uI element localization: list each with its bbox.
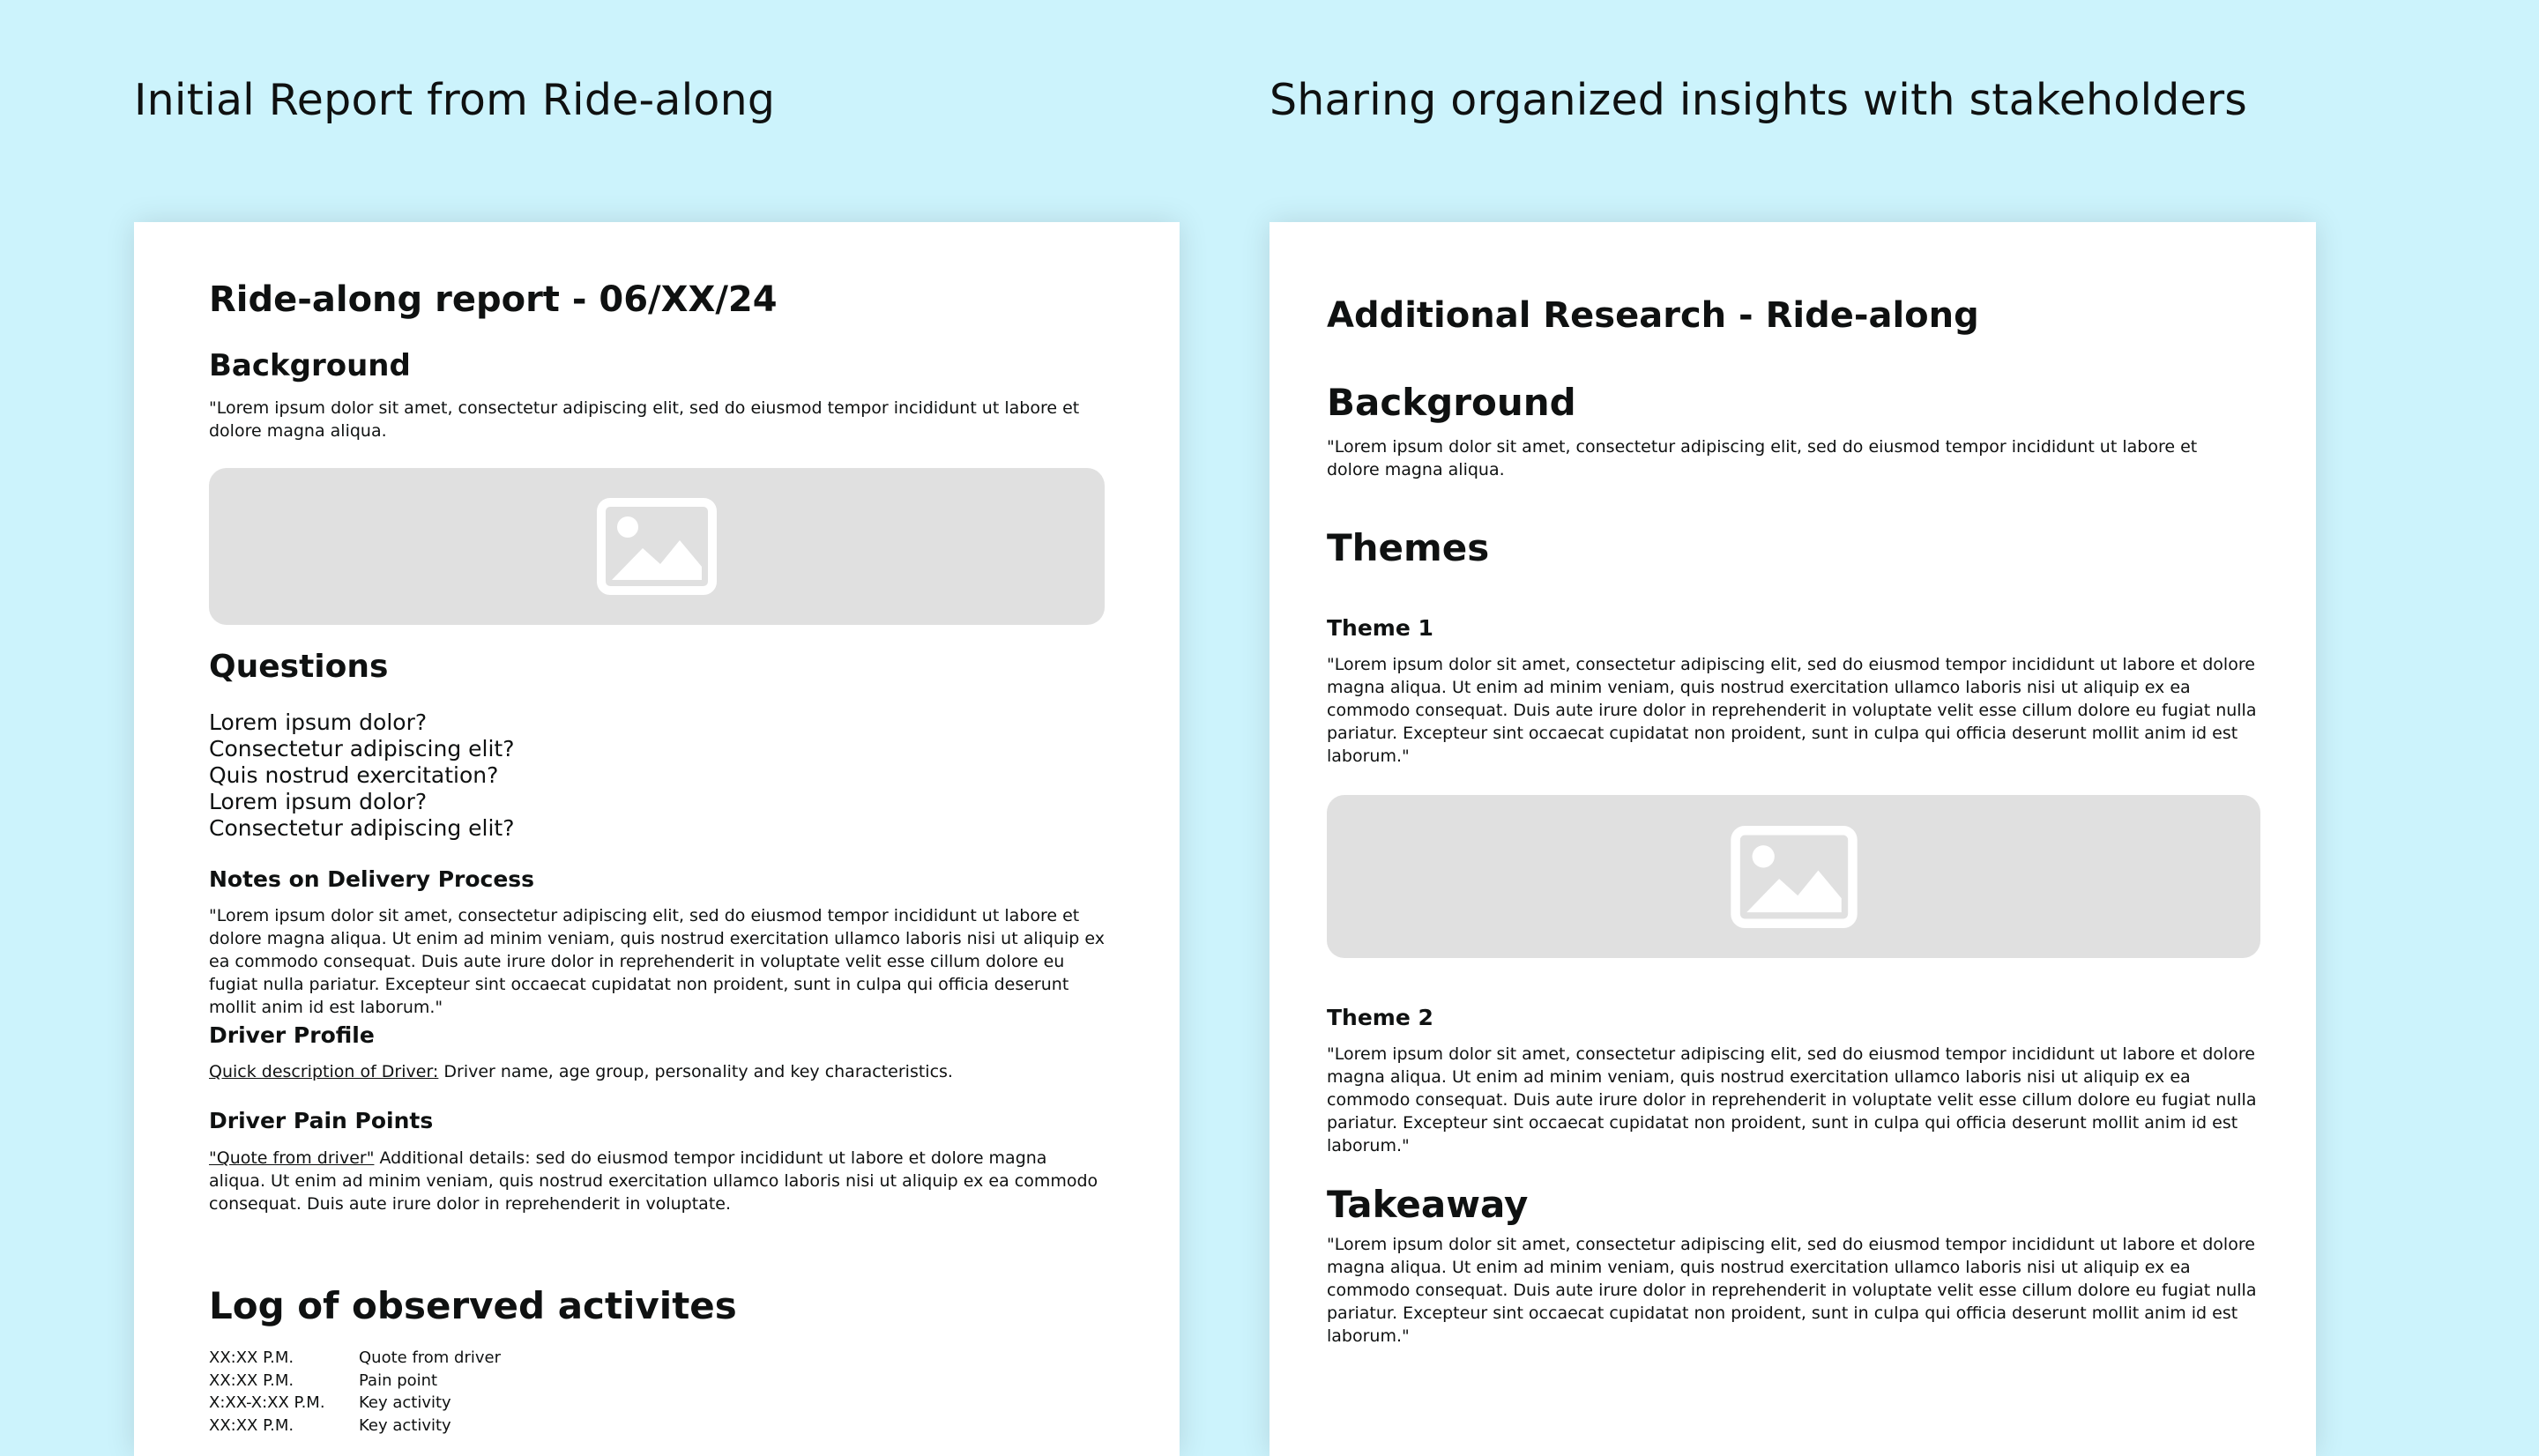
question-item: Consectetur adipiscing elit? <box>209 815 515 841</box>
themes-heading: Themes <box>1327 526 1490 569</box>
questions-heading: Questions <box>209 649 389 685</box>
takeaway-heading: Takeaway <box>1327 1183 1529 1226</box>
background-heading: Background <box>1327 381 1576 424</box>
question-item: Consectetur adipiscing elit? <box>209 736 515 761</box>
notes-text: "Lorem ipsum dolor sit amet, consectetur adipiscing elit, sed do eiusmod tempor incididunt ut labore et dolore magna aliqua. Ut enim ad minim veniam, quis nostrud exercitation ullamco laboris nisi ut aliquip ex ea commodo consequat. Duis aute irure dolor in reprehenderit in voluptate velit esse cillum dolore eu fugiat nulla pariatur. Excepteur sint occaecat cupidatat non proident, sunt in culpa qui officia deserunt mollit anim id est laborum." <box>209 906 1105 1017</box>
log-row <box>209 1392 501 1415</box>
log-row <box>209 1370 501 1393</box>
notes-heading: Notes on Delivery Process <box>209 866 535 892</box>
image-placeholder <box>1327 795 2260 958</box>
pain-points-heading: Driver Pain Points <box>209 1108 434 1133</box>
pain-points-details: Additional details: sed do eiusmod tempor incididunt ut labore et dolore magna aliqua. Ut enim ad minim veniam, quis nostrud exercitation ullamco laboris nisi ut aliquip ex ea commodo consequat. Duis aute irure dolor in reprehenderit in voluptate. <box>209 1148 1098 1214</box>
question-item: Quis nostrud exercitation? <box>209 762 499 788</box>
log-activity: Quote from driver <box>359 1348 502 1367</box>
log-row <box>209 1415 501 1437</box>
image-placeholder <box>209 468 1105 625</box>
log-heading: Log of observed activites <box>209 1284 737 1327</box>
activity-log <box>209 1347 501 1437</box>
section-title-right: Sharing organized insights with stakeholders <box>1270 75 2248 125</box>
driver-profile-description: Driver name, age group, personality and key characteristics. <box>438 1062 953 1081</box>
driver-profile-label: Quick description of Driver: <box>209 1062 439 1081</box>
takeaway-text: "Lorem ipsum dolor sit amet, consectetur adipiscing elit, sed do eiusmod tempor incididunt ut labore et dolore magna aliqua. Ut enim ad minim veniam, quis nostrud exercitation ullamco laboris nisi ut aliquip ex ea commodo consequat. Duis aute irure dolor in reprehenderit in voluptate velit esse cillum dolore eu fugiat nulla pariatur. Excepteur sint occaecat cupidatat non proident, sunt in culpa qui officia deserunt mollit anim id est laborum." <box>1327 1235 2257 1346</box>
doc-title: Ride-along report - 06/XX/24 <box>209 279 778 320</box>
driver-quote: "Quote from driver" <box>209 1148 375 1168</box>
log-time: XX:XX P.M. <box>209 1415 294 1435</box>
log-row <box>209 1347 501 1370</box>
question-item: Lorem ipsum dolor? <box>209 789 428 814</box>
theme2-text: "Lorem ipsum dolor sit amet, consectetur adipiscing elit, sed do eiusmod tempor incididunt ut labore et dolore magna aliqua. Ut enim ad minim veniam, quis nostrud exercitation ullamco laboris nisi ut aliquip ex ea commodo consequat. Duis aute irure dolor in reprehenderit in voluptate velit esse cillum dolore eu fugiat nulla pariatur. Excepteur sint occaecat cupidatat non proident, sunt in culpa qui officia deserunt mollit anim id est laborum." <box>1327 1044 2257 1155</box>
driver-profile-heading: Driver Profile <box>209 1022 375 1048</box>
log-activity: Key activity <box>359 1415 451 1435</box>
doc-title: Additional Research - Ride-along <box>1327 295 1979 336</box>
background-text: "Lorem ipsum dolor sit amet, consectetur adipiscing elit, sed do eiusmod tempor incididunt ut labore et dolore magna aliqua. <box>1327 437 2198 479</box>
log-activity: Pain point <box>359 1371 438 1390</box>
background-text: "Lorem ipsum dolor sit amet, consectetur adipiscing elit, sed do eiusmod tempor incididunt ut labore et dolore magna aliqua. <box>209 398 1080 441</box>
theme2-heading: Theme 2 <box>1327 1005 1433 1030</box>
image-placeholder-icon <box>597 498 717 595</box>
questions-list <box>209 709 514 842</box>
pain-points-text <box>209 1147 1108 1215</box>
section-title-left: Initial Report from Ride-along <box>134 75 776 125</box>
report-page-right <box>1270 222 2316 1456</box>
log-time: XX:XX P.M. <box>209 1348 294 1367</box>
theme1-text: "Lorem ipsum dolor sit amet, consectetur adipiscing elit, sed do eiusmod tempor incididunt ut labore et dolore magna aliqua. Ut enim ad minim veniam, quis nostrud exercitation ullamco laboris nisi ut aliquip ex ea commodo consequat. Duis aute irure dolor in reprehenderit in voluptate velit esse cillum dolore eu fugiat nulla pariatur. Excepteur sint occaecat cupidatat non proident, sunt in culpa qui officia deserunt mollit anim id est laborum." <box>1327 655 2257 766</box>
background-heading: Background <box>209 348 411 383</box>
log-activity: Key activity <box>359 1393 451 1412</box>
driver-profile-text <box>209 1060 1108 1083</box>
image-placeholder-icon <box>1731 826 1858 928</box>
theme1-heading: Theme 1 <box>1327 615 1433 641</box>
report-page-left <box>134 222 1180 1456</box>
question-item: Lorem ipsum dolor? <box>209 709 428 735</box>
log-time: XX:XX P.M. <box>209 1371 294 1390</box>
log-time: X:XX-X:XX P.M. <box>209 1393 325 1412</box>
